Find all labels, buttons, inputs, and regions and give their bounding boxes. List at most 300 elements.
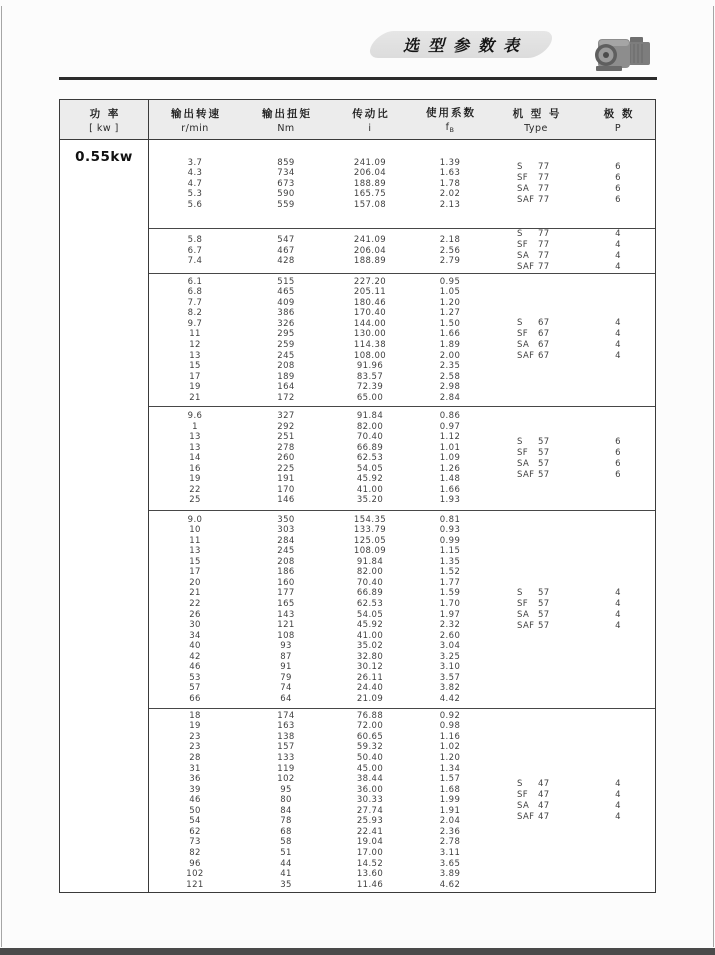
service-factor-value: 3.10 [439,662,461,673]
service-factor-value: 2.78 [439,837,461,848]
type-size: 67 [538,329,550,339]
table-body [60,140,655,892]
service-factor-value: 3.04 [439,641,461,652]
type-prefix: SA [517,609,530,620]
type-value [517,470,550,481]
ratio-value: 45.92 [356,474,384,485]
ratio-value: 30.33 [356,795,384,806]
data-block [149,407,655,511]
type-value [517,610,550,621]
pole-value: 6 [615,447,621,458]
type-prefix: SAF [517,351,535,361]
output-torque-value: 138 [277,731,295,742]
service-factor-value: 1.63 [439,168,461,179]
output-speed-value: 19 [189,382,201,393]
output-torque-value: 295 [277,329,295,340]
ratio-value: 45.92 [356,620,384,631]
output-torque-value: 245 [277,546,295,557]
type-prefix: S [517,229,523,239]
output-torque-value: 259 [277,340,295,350]
service-factor-value: 1.97 [439,609,461,620]
output-speed-value: 5.8 [187,235,203,246]
type-value [517,588,550,599]
ratio-value: 41.00 [356,630,384,641]
ratio-value: 70.40 [356,577,384,588]
output-torque-value: 428 [277,256,295,267]
type-size: 57 [538,436,550,447]
pole-value: 4 [615,229,621,239]
output-torque-value: 559 [277,199,295,210]
ratio-value: 180.46 [353,297,387,308]
ratio-value: 206.04 [353,245,387,256]
output-speed-value: 36 [189,774,201,785]
output-torque-column [241,709,331,892]
ratio-value: 60.65 [356,731,384,742]
type-prefix: SAF [517,195,535,205]
output-speed-value: 11 [189,329,201,340]
service-factor-value: 3.89 [439,869,461,880]
type-value [517,240,550,251]
ratio-value: 54.05 [356,463,384,474]
service-factor-value: 0.93 [439,525,461,536]
service-factor-value: 3.65 [439,858,461,869]
ratio-column [331,140,409,228]
output-torque-column [241,407,331,510]
service-factor-value: 1.48 [439,474,461,485]
service-factor-column [409,274,491,406]
output-speed-value: 23 [189,742,201,753]
output-torque-value: 165 [277,598,295,609]
service-factor-value: 2.32 [439,620,461,631]
ratio-value: 22.41 [356,826,384,837]
output-speed-value: 12 [189,340,201,350]
output-speed-value: 28 [189,753,201,764]
output-speed-value: 11 [189,535,201,546]
output-speed-value: 7.7 [187,297,203,308]
ratio-value: 50.40 [356,753,384,764]
service-factor-value: 2.00 [439,350,461,361]
pole-value: 6 [615,173,621,183]
table-header-row [60,100,655,140]
table-data-area [149,140,655,892]
output-torque-value: 465 [277,287,295,298]
type-size: 77 [538,173,550,183]
output-torque-value: 146 [277,495,295,506]
output-speed-value: 39 [189,784,201,795]
data-block [149,140,655,229]
type-size: 57 [538,458,550,469]
type-value [517,459,550,470]
pole-value: 4 [615,351,621,361]
ratio-column [331,407,409,510]
output-torque-value: 95 [280,784,292,795]
output-torque-column [241,229,331,273]
output-speed-value: 34 [189,630,201,641]
data-block [149,274,655,407]
output-speed-column [149,407,241,510]
output-torque-column [241,140,331,228]
output-speed-value: 40 [189,641,201,652]
page-bottom-bar [0,948,715,955]
type-prefix: SA [517,184,530,194]
pole-value: 4 [615,240,621,250]
col-header-ratio: 传动比 i [352,107,390,134]
ratio-value: 205.11 [353,287,387,298]
pole-value: 6 [615,184,621,194]
output-torque-value: 225 [277,463,295,474]
output-torque-column [241,511,331,708]
output-torque-value: 859 [277,157,295,168]
pole-value: 4 [615,318,621,328]
output-speed-value: 50 [189,805,201,816]
output-torque-value: 350 [277,514,295,525]
ratio-value: 170.40 [353,308,387,319]
pole-value: 4 [615,778,621,789]
ratio-value: 154.35 [353,514,387,525]
output-speed-value: 5.6 [187,199,203,210]
output-speed-value: 14 [189,453,201,464]
service-factor-value: 2.60 [439,630,461,641]
output-torque-value: 172 [277,392,295,403]
type-size: 47 [538,789,550,800]
service-factor-value: 1.34 [439,763,461,774]
output-torque-value: 208 [277,361,295,372]
col-header-poles: 极 数 P [603,107,635,134]
data-block [149,229,655,274]
type-size: 67 [538,318,550,328]
type-value [517,173,550,184]
service-factor-value: 1.20 [439,297,461,308]
output-torque-value: 74 [280,683,292,694]
type-prefix: SA [517,800,530,811]
poles-column [581,140,655,228]
col-header-output-torque: 输出扭矩 Nm [262,107,312,134]
output-speed-value: 5.3 [187,189,203,200]
service-factor-value: 1.39 [439,157,461,168]
type-size: 77 [538,162,550,172]
output-speed-column [149,709,241,892]
poles-column [581,511,655,708]
type-prefix: SAF [517,811,535,822]
type-size: 67 [538,351,550,361]
service-factor-value: 1.27 [439,308,461,319]
output-torque-value: 64 [280,693,292,704]
col-header-output-speed: 输出转速 r/min [171,107,221,134]
service-factor-value: 2.56 [439,245,461,256]
output-speed-value: 54 [189,816,201,827]
output-speed-value: 9.0 [187,514,203,525]
type-size: 77 [538,240,550,250]
col-header-power: 功 率 [ kw ] [60,100,149,139]
type-size: 77 [538,262,550,272]
type-prefix: SAF [517,262,535,272]
output-speed-value: 46 [189,662,201,673]
type-prefix: SA [517,458,530,469]
ratio-value: 65.00 [356,392,384,403]
service-factor-value: 1.52 [439,567,461,578]
service-factor-value: 0.81 [439,514,461,525]
ratio-value: 66.89 [356,442,384,453]
ratio-value: 72.39 [356,382,384,393]
type-prefix: SA [517,251,530,261]
service-factor-value: 1.78 [439,178,461,189]
output-speed-column [149,229,241,273]
output-torque-value: 189 [277,371,295,382]
output-speed-value: 23 [189,731,201,742]
ratio-value: 54.05 [356,609,384,620]
parameter-table [59,99,656,893]
output-speed-value: 7.4 [187,256,203,267]
ratio-value: 30.12 [356,662,384,673]
output-torque-value: 163 [277,721,295,732]
output-speed-value: 13 [189,546,201,557]
service-factor-value: 2.18 [439,235,461,246]
ratio-value: 66.89 [356,588,384,599]
ratio-value: 62.53 [356,598,384,609]
type-column [491,407,581,510]
output-speed-value: 19 [189,721,201,732]
output-speed-value: 15 [189,361,201,372]
ratio-value: 32.80 [356,651,384,662]
output-speed-value: 6.7 [187,245,203,256]
type-size: 77 [538,184,550,194]
ratio-value: 125.05 [353,535,387,546]
output-speed-column [149,511,241,708]
output-torque-value: 160 [277,577,295,588]
output-torque-value: 467 [277,245,295,256]
service-factor-value: 1.02 [439,742,461,753]
service-factor-value: 3.25 [439,651,461,662]
pole-value: 6 [615,195,621,205]
page-title: 选型参数表 [402,36,528,55]
type-value [517,251,550,262]
output-torque-value: 80 [280,795,292,806]
pole-value: 4 [615,609,621,620]
service-factor-value: 2.98 [439,382,461,393]
type-value [517,229,550,240]
output-speed-value: 102 [186,869,204,880]
output-torque-value: 409 [277,297,295,308]
service-factor-value: 1.15 [439,546,461,557]
output-torque-value: 326 [277,318,295,329]
ratio-value: 165.75 [353,189,387,200]
type-value [517,790,550,801]
output-speed-column [149,274,241,406]
ratio-value: 241.09 [353,157,387,168]
type-prefix: SF [517,598,529,609]
ratio-value: 91.96 [356,361,384,372]
service-factor-value: 1.99 [439,795,461,806]
output-torque-value: 174 [277,710,295,721]
output-speed-value: 42 [189,651,201,662]
ratio-value: 27.74 [356,805,384,816]
ratio-value: 108.09 [353,546,387,557]
output-torque-value: 245 [277,350,295,361]
service-factor-value: 1.12 [439,432,461,443]
output-torque-value: 133 [277,753,295,764]
output-torque-value: 177 [277,588,295,599]
page-left-border [1,6,2,947]
output-speed-value: 13 [189,432,201,443]
ratio-value: 206.04 [353,168,387,179]
data-block [149,511,655,709]
ratio-value: 188.89 [353,256,387,267]
output-speed-value: 4.7 [187,178,203,189]
output-torque-value: 78 [280,816,292,827]
service-factor-value: 1.66 [439,484,461,495]
output-speed-value: 10 [189,525,201,536]
output-speed-value: 73 [189,837,201,848]
service-factor-value: 1.50 [439,318,461,329]
type-size: 77 [538,251,550,261]
type-prefix: SF [517,173,529,183]
type-value [517,812,550,823]
type-size: 67 [538,340,550,350]
service-factor-value: 1.91 [439,805,461,816]
page-right-border [713,6,714,947]
type-prefix: S [517,318,523,328]
ratio-column [331,274,409,406]
service-factor-value: 2.79 [439,256,461,267]
output-speed-value: 31 [189,763,201,774]
type-column [491,229,581,273]
pole-value: 4 [615,598,621,609]
pole-value: 6 [615,436,621,447]
type-size: 57 [538,609,550,620]
service-factor-value: 0.99 [439,535,461,546]
type-value [517,329,550,340]
output-torque-value: 386 [277,308,295,319]
output-speed-value: 16 [189,463,201,474]
data-block [149,709,655,892]
output-speed-column [149,140,241,228]
service-factor-value: 1.66 [439,329,461,340]
ratio-value: 45.00 [356,763,384,774]
output-speed-value: 19 [189,474,201,485]
ratio-column [331,709,409,892]
output-torque-value: 121 [277,620,295,631]
service-factor-value: 2.02 [439,189,461,200]
header-rule [59,77,657,80]
ratio-column [331,511,409,708]
output-torque-column [241,274,331,406]
output-speed-value: 1 [192,421,198,432]
type-column [491,511,581,708]
type-prefix: SA [517,340,530,350]
ratio-value: 24.40 [356,683,384,694]
output-torque-value: 164 [277,382,295,393]
ratio-value: 144.00 [353,318,387,329]
ratio-value: 83.57 [356,371,384,382]
type-size: 57 [538,587,550,598]
output-torque-value: 327 [277,411,295,422]
type-prefix: S [517,162,523,172]
type-prefix: SF [517,240,529,250]
output-torque-value: 35 [280,879,292,890]
pole-value: 4 [615,811,621,822]
type-size: 47 [538,811,550,822]
ratio-value: 133.79 [353,525,387,536]
pole-value: 4 [615,800,621,811]
type-prefix: SF [517,789,529,800]
service-factor-value: 1.26 [439,463,461,474]
output-speed-value: 13 [189,442,201,453]
output-torque-value: 292 [277,421,295,432]
service-factor-value: 0.92 [439,710,461,721]
service-factor-value: 1.05 [439,287,461,298]
output-speed-value: 22 [189,598,201,609]
output-speed-value: 46 [189,795,201,806]
type-size: 77 [538,195,550,205]
type-value [517,162,550,173]
service-factor-value: 1.89 [439,340,461,350]
pole-value: 4 [615,587,621,598]
output-speed-value: 4.3 [187,168,203,179]
poles-column [581,229,655,273]
ratio-value: 91.84 [356,556,384,567]
ratio-value: 157.08 [353,199,387,210]
type-value [517,262,550,273]
ratio-value: 41.00 [356,484,384,495]
service-factor-value: 1.57 [439,774,461,785]
pole-value: 4 [615,620,621,631]
ratio-value: 35.02 [356,641,384,652]
ratio-value: 241.09 [353,235,387,246]
service-factor-column [409,407,491,510]
type-value [517,801,550,812]
type-size: 57 [538,447,550,458]
service-factor-value: 4.62 [439,879,461,890]
output-speed-value: 53 [189,672,201,683]
service-factor-value: 1.09 [439,453,461,464]
ratio-value: 76.88 [356,710,384,721]
service-factor-value: 1.77 [439,577,461,588]
gearmotor-image [586,31,656,77]
service-factor-value: 3.57 [439,672,461,683]
ratio-value: 188.89 [353,178,387,189]
pole-value: 6 [615,458,621,469]
poles-column [581,709,655,892]
output-speed-value: 57 [189,683,201,694]
output-torque-value: 673 [277,178,295,189]
service-factor-value: 1.93 [439,495,461,506]
output-torque-value: 84 [280,805,292,816]
pole-value: 4 [615,329,621,339]
output-speed-value: 22 [189,484,201,495]
output-torque-value: 191 [277,474,295,485]
ratio-value: 59.32 [356,742,384,753]
service-factor-value: 0.95 [439,276,461,287]
ratio-value: 227.20 [353,276,387,287]
output-torque-value: 87 [280,651,292,662]
type-column [491,140,581,228]
output-speed-value: 17 [189,567,201,578]
service-factor-value: 3.82 [439,683,461,694]
output-torque-value: 260 [277,453,295,464]
output-torque-value: 734 [277,168,295,179]
type-value [517,195,550,206]
output-speed-value: 25 [189,495,201,506]
service-factor-value: 4.42 [439,693,461,704]
output-speed-value: 62 [189,826,201,837]
type-value [517,621,550,632]
power-column [60,140,149,892]
ratio-value: 82.00 [356,567,384,578]
output-speed-value: 6.1 [187,276,203,287]
service-factor-value: 3.11 [439,847,461,858]
ratio-value: 36.00 [356,784,384,795]
type-prefix: S [517,587,523,598]
